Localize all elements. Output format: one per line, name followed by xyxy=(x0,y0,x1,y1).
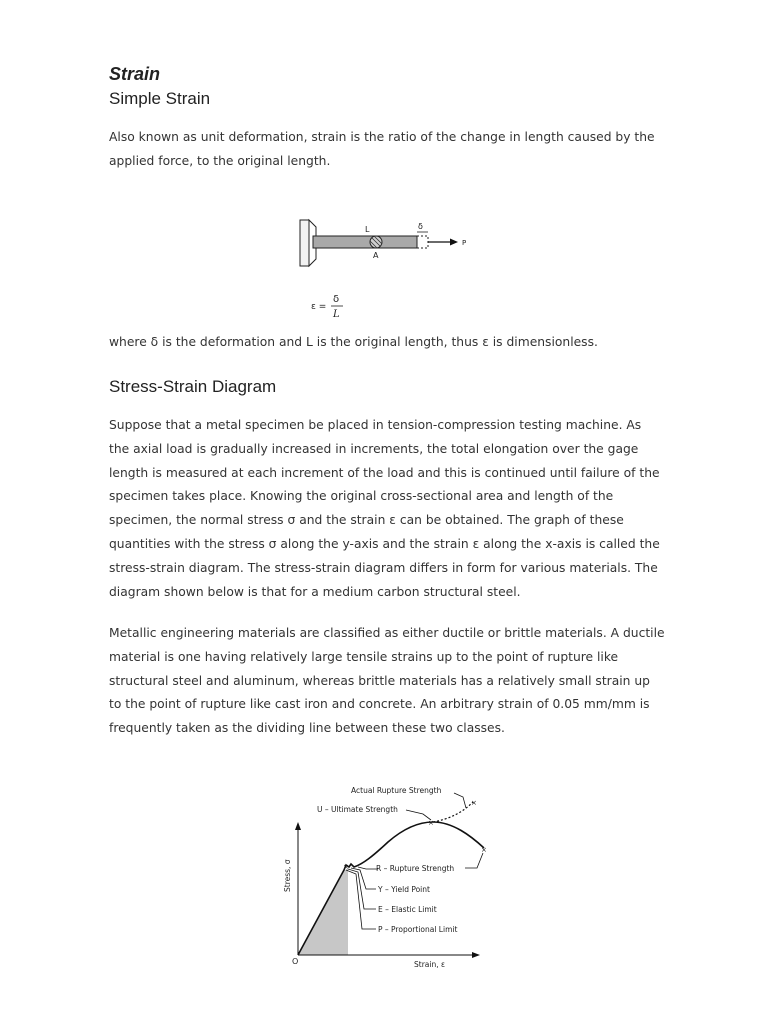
page-title: Strain xyxy=(109,64,161,84)
section-title-simple-strain: Simple Strain xyxy=(109,89,211,108)
rupture-mark: × xyxy=(481,846,487,854)
label-rupture: R – Rupture Strength xyxy=(376,864,455,873)
y-axis-label: Stress, σ xyxy=(283,859,292,892)
label-actual-rupture: Actual Rupture Strength xyxy=(351,786,442,795)
label-yield: Y – Yield Point xyxy=(378,885,430,894)
arrowhead-icon xyxy=(450,239,458,246)
stress-strain-diagram xyxy=(278,780,490,972)
paragraph-testing: Suppose that a metal specimen be placed in tension-compression testing machine. As the axial load is gradually increased in increments, the total elongation over the gage length is measured at each increment of the load and this is continued until failure of the specimen takes place. Knowing the original cross-sectional area and length of the specimen, the normal stress σ and the strain ε can be obtained. The graph of these quantities with the stress σ along the y-axis and the strain ε along the x-axis is called the stress-strain diagram. The stress-strain diagram differs in form for various materials. The diagram shown below is that for a medium carbon structural steel. xyxy=(109,418,660,599)
rod-body xyxy=(313,236,417,248)
x-axis-arrow-icon xyxy=(472,952,480,958)
origin-label: O xyxy=(292,957,299,966)
label-elastic: E – Elastic Limit xyxy=(378,905,437,914)
label-P: P xyxy=(462,239,467,247)
rod-figure xyxy=(290,215,480,277)
paragraph-materials: Metallic engineering materials are classified as either ductile or brittle materials. A ductile material is one having relatively large tensile strains up to the point of rupture like structural steel and aluminum, whereas brittle materials has a relatively small strain up to the point of rupture like cast iron and concrete. An arbitrary strain of 0.05 mm/mm is frequently taken as the dividing line between these two classes. xyxy=(109,626,665,736)
label-proportional: P – Proportional Limit xyxy=(378,925,458,934)
yield-mark: × xyxy=(343,863,349,871)
y-axis-arrow-icon xyxy=(295,822,301,830)
label-ultimate: U – Ultimate Strength xyxy=(317,805,398,814)
formula-numerator: δ xyxy=(333,294,340,305)
fixed-wall xyxy=(300,220,309,266)
paragraph-where: where δ is the deformation and L is the original length, thus ε is dimensionless. xyxy=(109,335,598,349)
actual-rupture-curve xyxy=(433,802,473,822)
rupture-mark-actual: × xyxy=(471,799,477,807)
label-A: A xyxy=(373,251,379,260)
strain-formula xyxy=(305,290,355,322)
label-delta: δ xyxy=(418,222,423,231)
formula-lhs: ε = xyxy=(311,302,327,312)
elongation-dashed xyxy=(417,236,428,248)
paragraph-definition: Also known as unit deformation, strain is the ratio of the change in length caused by the applied force, to the original length. xyxy=(109,130,655,168)
ultimate-mark: × xyxy=(428,819,434,827)
label-L: L xyxy=(365,225,370,234)
formula-denominator: L xyxy=(333,309,340,320)
x-axis-label: Strain, ε xyxy=(414,960,446,969)
section-title-stress-strain: Stress-Strain Diagram xyxy=(109,377,277,396)
